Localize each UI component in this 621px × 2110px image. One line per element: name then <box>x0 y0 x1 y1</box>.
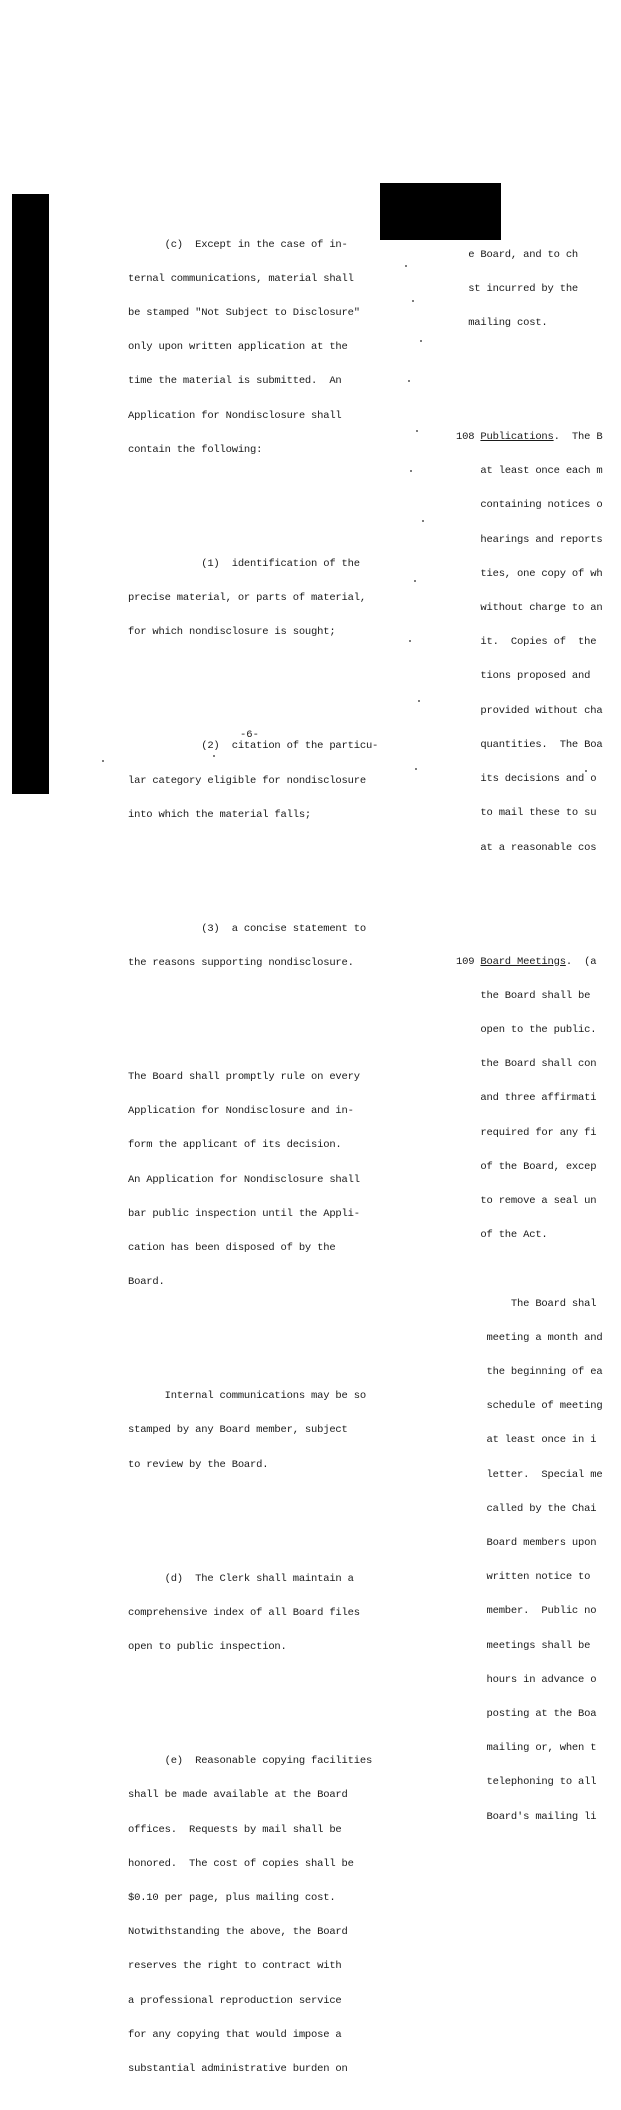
text-line: form the applicant of its decision. <box>128 1139 342 1152</box>
text-line: time the material is submitted. An <box>128 375 342 388</box>
item-2 <box>128 719 400 844</box>
continued-text <box>456 227 621 352</box>
text-line: Application for Nondisclosure shall <box>128 409 342 422</box>
paragraph-c <box>128 217 400 479</box>
text-line: bar public inspection until the Appli- <box>128 1207 360 1220</box>
scan-edge-bar <box>12 194 49 794</box>
text-line: The Board shall promptly rule on every <box>128 1070 360 1083</box>
text-line: called by the Chai <box>456 1502 597 1515</box>
right-column <box>456 204 621 1857</box>
text-line: its decisions and o <box>456 773 597 786</box>
text-line: only upon written application at the <box>128 341 348 354</box>
text-line: into which the material falls; <box>128 808 312 821</box>
text-line: Board's mailing li <box>456 1810 597 1823</box>
internal-communications-paragraph <box>128 1368 400 1493</box>
text-line: Internal communications may be so <box>128 1390 366 1403</box>
text-line: mailing or, when t <box>456 1742 597 1755</box>
section-number: 109 <box>456 955 481 968</box>
text-line: to mail these to su <box>456 807 597 820</box>
text-line: (c) Except in the case of in- <box>128 238 348 251</box>
section-heading: Publications <box>480 431 554 444</box>
text-line: of the Board, excep <box>456 1160 597 1173</box>
text-line: for which nondisclosure is sought; <box>128 626 336 639</box>
section-heading: Board Meetings <box>480 955 566 968</box>
text-line: at a reasonable cos <box>456 841 597 854</box>
text-line: meeting a month and <box>456 1331 603 1344</box>
text-line: tions proposed and <box>456 670 591 683</box>
text-line: a professional reproduction service <box>128 1994 342 2007</box>
text-line: member. Public no <box>456 1605 597 1618</box>
board-rules-paragraph <box>128 1049 400 1311</box>
page-number: -6- <box>240 729 259 741</box>
text-line: comprehensive index of all Board files <box>128 1606 360 1619</box>
section-heading-line <box>456 957 621 968</box>
paragraph-d <box>128 1551 400 1676</box>
text-line: the Board shall be <box>456 989 591 1002</box>
redaction-block <box>380 183 501 240</box>
text-line: lar category eligible for nondisclosure <box>128 774 366 787</box>
text-line: Application for Nondisclosure and in- <box>128 1105 354 1118</box>
heading-rest: . The B <box>553 431 603 444</box>
item-1 <box>128 536 400 661</box>
text-line: quantities. The Boa <box>456 738 603 751</box>
section-109 <box>456 934 621 1846</box>
left-column <box>128 194 400 2110</box>
text-line: reserves the right to contract with <box>128 1960 342 1973</box>
section-heading-line <box>456 432 621 443</box>
text-line: the Board shall con <box>456 1058 597 1071</box>
text-line: substantial administrative burden on <box>128 2062 348 2075</box>
text-line: hearings and reports <box>456 533 603 546</box>
text-line: stamped by any Board member, subject <box>128 1424 348 1437</box>
paragraph-e <box>128 1733 400 2098</box>
text-line: e Board, and to ch <box>456 248 579 261</box>
text-line: letter. Special me <box>456 1468 603 1481</box>
text-line: st incurred by the <box>456 282 579 295</box>
text-line: open to the public. <box>456 1023 597 1036</box>
text-line: open to public inspection. <box>128 1641 287 1654</box>
text-line: contain the following: <box>128 443 263 456</box>
item-3 <box>128 901 400 992</box>
text-line: Board members upon <box>456 1536 597 1549</box>
section-108 <box>456 409 621 876</box>
text-line: and three affirmati <box>456 1092 597 1105</box>
text-line: for any copying that would impose a <box>128 2028 342 2041</box>
text-line: ternal communications, material shall <box>128 272 354 285</box>
text-line: to review by the Board. <box>128 1458 269 1471</box>
text-line: of the Act. <box>456 1229 548 1242</box>
text-line: telephoning to all <box>456 1776 597 1789</box>
text-line: (1) identification of the <box>128 557 360 570</box>
text-line: it. Copies of the <box>456 636 597 649</box>
text-line: ties, one copy of wh <box>456 567 603 580</box>
text-line: shall be made available at the Board <box>128 1789 348 1802</box>
text-line: precise material, or parts of material, <box>128 592 366 605</box>
text-line: without charge to an <box>456 602 603 615</box>
text-line: be stamped "Not Subject to Disclosure" <box>128 307 360 320</box>
section-number: 108 <box>456 431 481 444</box>
text-line: hours in advance o <box>456 1673 597 1686</box>
heading-rest: . (a <box>565 955 597 968</box>
text-line: to remove a seal un <box>456 1194 597 1207</box>
text-line: (e) Reasonable copying facilities <box>128 1755 373 1768</box>
text-line: (3) a concise statement to <box>128 922 366 935</box>
text-line: (2) citation of the particu- <box>128 740 379 753</box>
text-line: posting at the Boa <box>456 1708 597 1720</box>
text-line: meetings shall be <box>456 1639 591 1652</box>
text-line: the reasons supporting nondisclosure. <box>128 956 354 969</box>
text-line: offices. Requests by mail shall be <box>128 1823 342 1836</box>
text-line: written notice to <box>456 1571 591 1584</box>
text-line: The Board shal <box>456 1297 597 1310</box>
text-line: at least once each m <box>456 465 603 478</box>
text-line: (d) The Clerk shall maintain a <box>128 1572 354 1585</box>
text-line: the beginning of ea <box>456 1365 603 1378</box>
text-line: mailing cost. <box>456 317 548 330</box>
text-line: Notwithstanding the above, the Board <box>128 1926 348 1939</box>
text-line: containing notices o <box>456 499 603 512</box>
text-line: $0.10 per page, plus mailing cost. <box>128 1891 336 1904</box>
text-line: An Application for Nondisclosure shall <box>128 1173 360 1186</box>
text-line: provided without cha <box>456 704 603 717</box>
text-line: at least once in i <box>456 1434 597 1447</box>
text-line: required for any fi <box>456 1126 597 1139</box>
text-line: schedule of meeting <box>456 1400 603 1413</box>
text-line: honored. The cost of copies shall be <box>128 1857 354 1870</box>
text-line: cation has been disposed of by the <box>128 1242 336 1254</box>
text-line: Board. <box>128 1276 165 1289</box>
